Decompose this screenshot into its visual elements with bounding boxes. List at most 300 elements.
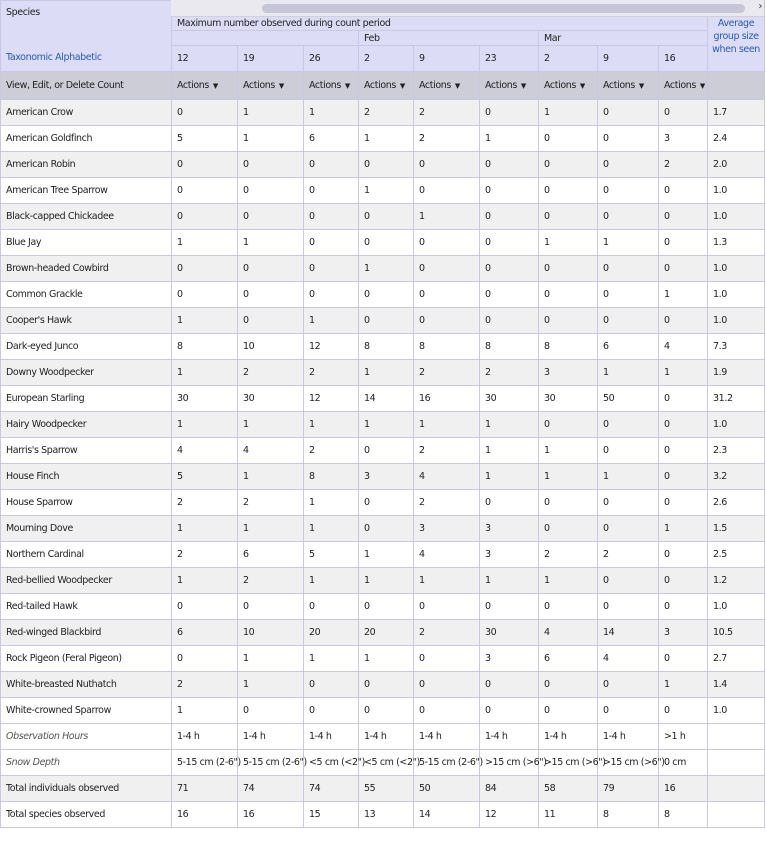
- table-row: [1, 282, 765, 308]
- count-cell: 0: [238, 698, 304, 724]
- count-cell: 0: [598, 594, 659, 620]
- table-row: [1, 516, 765, 542]
- count-cell: 3: [539, 360, 598, 386]
- count-cell: 14: [359, 386, 414, 412]
- species-name: House Sparrow: [1, 490, 172, 516]
- count-cell: 1: [539, 438, 598, 464]
- count-cell: 1: [238, 672, 304, 698]
- count-cell: 0: [539, 308, 598, 334]
- observation-hours-row-value: 1-4 h: [598, 724, 659, 750]
- table-row: [1, 308, 765, 334]
- total-individuals-row-value: 74: [304, 776, 359, 802]
- avg-group-size: 1.3: [708, 230, 765, 256]
- count-cell: 0: [414, 308, 480, 334]
- total-individuals-row-value: 71: [172, 776, 238, 802]
- count-cell: 1: [238, 230, 304, 256]
- table-row: [1, 594, 765, 620]
- table-row: [1, 542, 765, 568]
- count-cell: 3: [359, 464, 414, 490]
- count-cell: 0: [659, 698, 708, 724]
- avg-group-size: 2.4: [708, 126, 765, 152]
- total-individuals-row-label: Total individuals observed: [1, 776, 172, 802]
- date-header: 19: [238, 46, 304, 72]
- count-cell: 0: [304, 204, 359, 230]
- count-cell: 0: [359, 438, 414, 464]
- total-species-row-value: 11: [539, 802, 598, 828]
- count-cell: 6: [238, 542, 304, 568]
- count-cell: 16: [414, 386, 480, 412]
- count-cell: 2: [238, 490, 304, 516]
- observation-hours-row-value: 1-4 h: [238, 724, 304, 750]
- count-cell: 1: [304, 568, 359, 594]
- table-row: [1, 230, 765, 256]
- count-cell: 0: [659, 308, 708, 334]
- observation-hours-row-value: 1-4 h: [414, 724, 480, 750]
- count-cell: 5: [172, 464, 238, 490]
- count-cell: 1: [172, 360, 238, 386]
- species-name: American Robin: [1, 152, 172, 178]
- table-row: [1, 490, 765, 516]
- count-cell: 0: [480, 282, 539, 308]
- count-cell: 6: [539, 646, 598, 672]
- caret-down-icon: ▼: [579, 82, 585, 90]
- count-cell: 8: [359, 334, 414, 360]
- avg-group-size: 3.2: [708, 464, 765, 490]
- count-cell: 0: [238, 178, 304, 204]
- date-header: 9: [598, 46, 659, 72]
- count-cell: 0: [238, 204, 304, 230]
- snow-depth-row-value: <5 cm (<2"): [359, 750, 414, 776]
- table-row: [1, 360, 765, 386]
- species-name: Brown-headed Cowbird: [1, 256, 172, 282]
- avg-group-size: 1.0: [708, 698, 765, 724]
- count-cell: 0: [414, 698, 480, 724]
- count-cell: 0: [172, 204, 238, 230]
- total-species-row-value: 16: [238, 802, 304, 828]
- total-individuals-row-value: 58: [539, 776, 598, 802]
- count-cell: 1: [172, 516, 238, 542]
- avg-group-size: 1.0: [708, 412, 765, 438]
- table-row: [1, 464, 765, 490]
- species-name: Northern Cardinal: [1, 542, 172, 568]
- count-cell: 0: [598, 126, 659, 152]
- count-cell: 2: [238, 360, 304, 386]
- count-cell: 2: [480, 360, 539, 386]
- count-cell: 0: [172, 646, 238, 672]
- count-cell: 0: [414, 152, 480, 178]
- count-cell: 1: [359, 412, 414, 438]
- count-cell: 0: [304, 152, 359, 178]
- count-cell: 1: [414, 204, 480, 230]
- scroll-right-arrow-icon[interactable]: ›: [758, 1, 762, 12]
- count-cell: 0: [238, 152, 304, 178]
- count-cell: 0: [598, 308, 659, 334]
- species-name: Common Grackle: [1, 282, 172, 308]
- count-cell: 0: [659, 412, 708, 438]
- table-row: [1, 256, 765, 282]
- count-cell: 0: [414, 282, 480, 308]
- caret-down-icon: ▼: [699, 82, 705, 90]
- count-cell: 1: [238, 646, 304, 672]
- count-cell: 1: [359, 542, 414, 568]
- max-observed-header: Maximum number observed during count period: [172, 1, 708, 31]
- avg-group-size: 31.2: [708, 386, 765, 412]
- count-cell: 0: [238, 308, 304, 334]
- species-name: Dark-eyed Junco: [1, 334, 172, 360]
- count-cell: 12: [304, 386, 359, 412]
- table-row: [1, 646, 765, 672]
- observation-hours-row-value: 1-4 h: [359, 724, 414, 750]
- count-cell: 1: [238, 516, 304, 542]
- count-cell: 6: [304, 126, 359, 152]
- species-header: [1, 1, 172, 72]
- count-cell: 2: [414, 620, 480, 646]
- caret-down-icon: ▼: [212, 82, 218, 90]
- avg-group-size: 1.0: [708, 204, 765, 230]
- count-cell: 30: [480, 386, 539, 412]
- month-feb: Feb: [359, 31, 539, 46]
- count-cell: 1: [598, 230, 659, 256]
- count-cell: 2: [238, 568, 304, 594]
- snow-depth-row-label: Snow Depth: [1, 750, 172, 776]
- avg-group-size: 1.0: [708, 256, 765, 282]
- count-cell: 4: [414, 542, 480, 568]
- avg-group-size: 2.0: [708, 152, 765, 178]
- snow-depth-row-value: >15 cm (>6"): [598, 750, 659, 776]
- species-name: White-breasted Nuthatch: [1, 672, 172, 698]
- count-cell: 0: [659, 646, 708, 672]
- taxonomic-sort-link[interactable]: Taxonomic Alphabetic: [6, 52, 102, 63]
- actions-dropdown[interactable]: Actions ▼: [414, 72, 480, 100]
- count-cell: 0: [480, 204, 539, 230]
- total-species-row-value: 8: [598, 802, 659, 828]
- count-cell: 0: [304, 256, 359, 282]
- table-row: [1, 126, 765, 152]
- avg-group-size: 1.4: [708, 672, 765, 698]
- count-cell: 6: [598, 334, 659, 360]
- average-group-size-header: Average group size when seen: [708, 1, 765, 72]
- count-cell: 0: [172, 282, 238, 308]
- avg-group-size: 2.5: [708, 542, 765, 568]
- total-individuals-row-value: 74: [238, 776, 304, 802]
- snow-depth-row-value: 5-15 cm (2-6"): [238, 750, 304, 776]
- species-name: Hairy Woodpecker: [1, 412, 172, 438]
- caret-down-icon: ▼: [454, 82, 460, 90]
- count-cell: 1: [414, 568, 480, 594]
- count-cell: 0: [598, 152, 659, 178]
- count-cell: 8: [172, 334, 238, 360]
- actions-dropdown[interactable]: Actions ▼: [238, 72, 304, 100]
- count-cell: 1: [304, 646, 359, 672]
- caret-down-icon: ▼: [278, 82, 284, 90]
- caret-down-icon: ▼: [399, 82, 405, 90]
- actions-dropdown[interactable]: Actions ▼: [659, 72, 708, 100]
- snow-depth-row-value: 5-15 cm (2-6"): [414, 750, 480, 776]
- total-individuals-row-value: 79: [598, 776, 659, 802]
- date-header: 2: [359, 46, 414, 72]
- count-cell: 0: [598, 490, 659, 516]
- count-cell: 0: [238, 256, 304, 282]
- date-header: 26: [304, 46, 359, 72]
- snow-depth-row-value: <5 cm (<2"): [304, 750, 359, 776]
- actions-dropdown[interactable]: Actions ▼: [539, 72, 598, 100]
- species-name: American Goldfinch: [1, 126, 172, 152]
- count-cell: 2: [598, 542, 659, 568]
- count-cell: 0: [359, 594, 414, 620]
- table-row: [1, 672, 765, 698]
- count-cell: 1: [480, 126, 539, 152]
- count-cell: 1: [172, 308, 238, 334]
- count-cell: 30: [539, 386, 598, 412]
- count-cell: 12: [304, 334, 359, 360]
- date-header: 9: [414, 46, 480, 72]
- count-cell: 0: [598, 516, 659, 542]
- count-cell: 0: [659, 100, 708, 126]
- species-name: Red-winged Blackbird: [1, 620, 172, 646]
- count-cell: 4: [238, 438, 304, 464]
- count-cell: 0: [659, 490, 708, 516]
- observation-hours-row-value: 1-4 h: [539, 724, 598, 750]
- species-name: White-crowned Sparrow: [1, 698, 172, 724]
- observation-hours-row-value: >1 h: [659, 724, 708, 750]
- count-cell: 1: [598, 360, 659, 386]
- count-cell: 2: [659, 152, 708, 178]
- avg-group-size: 2.6: [708, 490, 765, 516]
- count-cell: 0: [480, 178, 539, 204]
- species-name: Harris's Sparrow: [1, 438, 172, 464]
- count-cell: 0: [414, 672, 480, 698]
- total-species-row-value: 15: [304, 802, 359, 828]
- total-species-row-value: 14: [414, 802, 480, 828]
- count-cell: 0: [659, 594, 708, 620]
- caret-down-icon: ▼: [344, 82, 350, 90]
- count-cell: 0: [414, 230, 480, 256]
- species-name: Mourning Dove: [1, 516, 172, 542]
- total-individuals-row-value: 84: [480, 776, 539, 802]
- count-cell: 0: [539, 152, 598, 178]
- count-cell: 0: [659, 568, 708, 594]
- count-cell: 30: [480, 620, 539, 646]
- count-cell: 0: [359, 230, 414, 256]
- count-cell: 20: [359, 620, 414, 646]
- avg-group-size: 1.2: [708, 568, 765, 594]
- count-cell: 4: [539, 620, 598, 646]
- count-cell: 0: [539, 126, 598, 152]
- count-cell: 3: [659, 620, 708, 646]
- count-cell: 1: [304, 308, 359, 334]
- count-cell: 0: [659, 464, 708, 490]
- observation-hours-row-label: Observation Hours: [1, 724, 172, 750]
- count-cell: 0: [659, 230, 708, 256]
- count-cell: 1: [172, 230, 238, 256]
- count-cell: 1: [659, 282, 708, 308]
- count-cell: 1: [480, 464, 539, 490]
- scrollbar-thumb[interactable]: [262, 4, 745, 13]
- count-cell: 0: [480, 152, 539, 178]
- count-cell: 2: [172, 490, 238, 516]
- count-cell: 1: [539, 464, 598, 490]
- actions-dropdown[interactable]: Actions ▼: [480, 72, 539, 100]
- total-individuals-row-value: 16: [659, 776, 708, 802]
- count-cell: 2: [539, 542, 598, 568]
- count-cell: 1: [304, 516, 359, 542]
- count-cell: 0: [304, 178, 359, 204]
- count-cell: 0: [539, 412, 598, 438]
- actions-dropdown[interactable]: Actions ▼: [304, 72, 359, 100]
- count-cell: 0: [359, 204, 414, 230]
- count-cell: 4: [598, 646, 659, 672]
- count-cell: 8: [480, 334, 539, 360]
- species-name: American Tree Sparrow: [1, 178, 172, 204]
- count-cell: 0: [359, 308, 414, 334]
- count-cell: 3: [659, 126, 708, 152]
- count-cell: 1: [304, 412, 359, 438]
- actions-dropdown[interactable]: Actions ▼: [172, 72, 238, 100]
- avg-group-size: 1.5: [708, 516, 765, 542]
- count-cell: 0: [659, 178, 708, 204]
- count-cell: 0: [414, 178, 480, 204]
- month-mar: Mar: [539, 31, 708, 46]
- count-cell: 2: [414, 360, 480, 386]
- count-cell: 30: [172, 386, 238, 412]
- count-cell: 0: [304, 230, 359, 256]
- total-individuals-row-value: 55: [359, 776, 414, 802]
- count-cell: 0: [359, 516, 414, 542]
- count-cell: 2: [172, 542, 238, 568]
- total-individuals-row: [1, 776, 765, 802]
- snow-depth-row-value: 0 cm: [659, 750, 708, 776]
- snow-depth-row: [1, 750, 765, 776]
- table-row: [1, 568, 765, 594]
- count-cell: 0: [172, 100, 238, 126]
- caret-down-icon: ▼: [638, 82, 644, 90]
- count-cell: 3: [480, 542, 539, 568]
- total-species-row-value: 13: [359, 802, 414, 828]
- count-cell: 0: [659, 542, 708, 568]
- count-cell: 0: [659, 204, 708, 230]
- count-cell: 0: [359, 672, 414, 698]
- count-cell: 0: [659, 386, 708, 412]
- count-cell: 0: [598, 100, 659, 126]
- count-cell: 1: [172, 568, 238, 594]
- count-cell: 0: [172, 594, 238, 620]
- count-cell: 10: [238, 620, 304, 646]
- table-row: [1, 334, 765, 360]
- count-cell: 0: [598, 412, 659, 438]
- count-cell: 4: [414, 464, 480, 490]
- count-cell: 1: [172, 698, 238, 724]
- count-cell: 0: [414, 594, 480, 620]
- avg-group-size: 7.3: [708, 334, 765, 360]
- avg-group-size: 2.3: [708, 438, 765, 464]
- table-row: [1, 100, 765, 126]
- count-cell: 2: [172, 672, 238, 698]
- species-name: European Starling: [1, 386, 172, 412]
- species-name: Downy Woodpecker: [1, 360, 172, 386]
- count-cell: 1: [659, 672, 708, 698]
- count-cell: 1: [480, 438, 539, 464]
- count-cell: 6: [172, 620, 238, 646]
- total-species-row-value: 16: [172, 802, 238, 828]
- total-species-row-value: 12: [480, 802, 539, 828]
- avg-group-size: 1.7: [708, 100, 765, 126]
- count-cell: 0: [304, 672, 359, 698]
- total-species-row-empty: [708, 802, 765, 828]
- observation-hours-row-value: 1-4 h: [304, 724, 359, 750]
- count-cell: 0: [359, 490, 414, 516]
- count-cell: 1: [659, 360, 708, 386]
- count-cell: 1: [480, 568, 539, 594]
- avg-group-size: 1.0: [708, 594, 765, 620]
- count-cell: 0: [304, 698, 359, 724]
- caret-down-icon: ▼: [520, 82, 526, 90]
- count-cell: 1: [359, 126, 414, 152]
- species-name: Rock Pigeon (Feral Pigeon): [1, 646, 172, 672]
- horizontal-scrollbar[interactable]: [171, 0, 764, 17]
- actions-dropdown[interactable]: Actions ▼: [359, 72, 414, 100]
- count-cell: 1: [539, 568, 598, 594]
- count-cell: 0: [598, 178, 659, 204]
- count-cell: 2: [414, 126, 480, 152]
- count-cell: 0: [539, 282, 598, 308]
- count-cell: 1: [359, 178, 414, 204]
- count-cell: 1: [238, 464, 304, 490]
- count-cell: 0: [480, 698, 539, 724]
- table-row: [1, 438, 765, 464]
- count-cell: 3: [480, 516, 539, 542]
- snow-depth-row-value: 5-15 cm (2-6"): [172, 750, 238, 776]
- count-cell: 2: [304, 438, 359, 464]
- total-species-row: [1, 802, 765, 828]
- count-cell: 1: [172, 412, 238, 438]
- actions-empty: [708, 72, 765, 100]
- avg-group-size: 1.9: [708, 360, 765, 386]
- count-cell: 0: [659, 256, 708, 282]
- species-name: Red-bellied Woodpecker: [1, 568, 172, 594]
- table-row: [1, 386, 765, 412]
- count-cell: 8: [304, 464, 359, 490]
- date-header: 2: [539, 46, 598, 72]
- count-cell: 2: [414, 490, 480, 516]
- count-cell: 1: [238, 100, 304, 126]
- count-cell: 1: [304, 490, 359, 516]
- count-cell: 0: [598, 282, 659, 308]
- count-cell: 0: [480, 308, 539, 334]
- count-cell: 0: [539, 204, 598, 230]
- count-cell: 0: [539, 178, 598, 204]
- count-cell: 1: [598, 464, 659, 490]
- count-cell: 10: [238, 334, 304, 360]
- species-label: Species: [6, 7, 40, 18]
- count-cell: 0: [598, 698, 659, 724]
- count-cell: 0: [238, 594, 304, 620]
- count-cell: 50: [598, 386, 659, 412]
- count-cell: 1: [480, 412, 539, 438]
- species-name: Cooper's Hawk: [1, 308, 172, 334]
- count-cell: 0: [172, 256, 238, 282]
- count-cell: 0: [539, 594, 598, 620]
- species-name: Red-tailed Hawk: [1, 594, 172, 620]
- count-cell: 0: [598, 438, 659, 464]
- table-row: [1, 152, 765, 178]
- date-header: 23: [480, 46, 539, 72]
- actions-dropdown[interactable]: Actions ▼: [598, 72, 659, 100]
- table-row: [1, 178, 765, 204]
- table-row: [1, 204, 765, 230]
- count-cell: 2: [304, 360, 359, 386]
- count-cell: 2: [359, 100, 414, 126]
- count-cell: 8: [414, 334, 480, 360]
